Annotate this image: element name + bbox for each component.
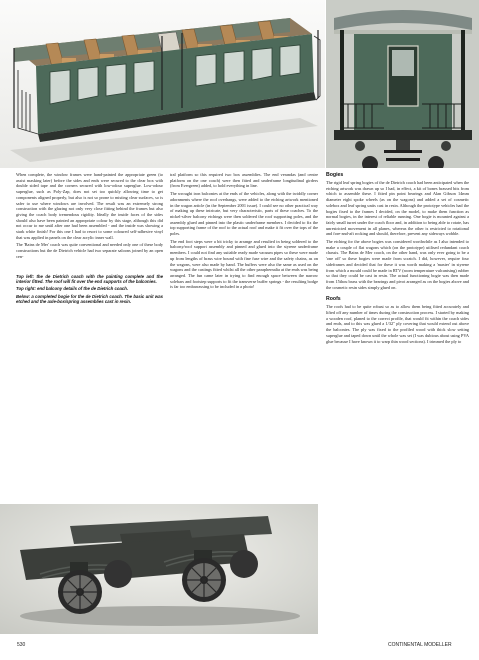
body-paragraph: The 'Bains de Mer' coach was quite conventional and needed only one of these body constructions but the de Dietrich vehicle had two separate saloons joined by an open cen- [16,242,163,259]
balcony-detail-illustration [326,0,479,168]
caption-top-left: Top left: the de Dietrich coach with the painting complete and the interior fitted. The roof will fit over the end supports of the balconies. [16,273,163,284]
photo-bogie [0,504,318,634]
heading-bogies: Bogies [326,172,344,178]
caption-below: Below: a completed bogie for the de Dietrich coach. The basic unit was etched and the axle-box/spring assemblies cast in resin. [16,293,163,305]
body-paragraph: The etching for the above bogies was considered worthwhile as I also intended to make a couple of flat wagons which (on the prototype) utilised redundant coach chassis. The Bains de Mer coach, on the other hand, was only ever going to be a 'one off' so these bogies were made from scratch. I did, however, require four sideframes and decided that for these it was worth making a 'master' in styrene from which a mould could be made in RTV (room temperature vulcanising) rubber so that they could be cast in resin. The actual functioning bogie was then made from 15thou brass with the bearings and pivot arranged as on the bogies above and the cosmetic resin sides simply glued on. [326,239,469,290]
photo-coach-interior [0,0,325,168]
coach-interior-illustration [0,0,325,168]
magazine-title: CONTINENTAL MODELLER [388,642,452,648]
body-paragraph: tral platform so this required two box assemblies. The end verandas (and centre platform on the one coach) were then fitted and underframe longitudinal girders (from Evergreen) added, to hold everything in line. [170,172,318,189]
body-paragraph: The end foot steps were a bit tricky to arrange and resulted in being soldered to the balcony/roof support assembly and pinned and glued into the styrene underframe members. I could not find any suitable ready made vacuum pipes so these were made up from lengths of brass wire bound with fine fuse wire and the safety chains, as on the wagons, were also made by hand. The buffers were also the same as used on the wagons and the castings fitted whilst all the other paraphernalia at the ends was being arranged. The fun came later in trying to find enough space between the narrow solebars and footstep supports to fit the transverse buffer springs - the resulting bodge is far too embarrassing to be included in a photo! [170,238,318,290]
body-paragraph: The roofs had to be quite robust so as to allow them being fitted accurately and lifted off any number of times during the construction process. I started by making a wooden roof, planed to the correct profile, that would fit within the coach sides and ends, and to this was glued a 1/32" ply covering that would extend out above the balconies. The ply was fixed to the profiled wood with thick slow setting superglue and taped down until the whole was set (I was dubious about using PVA glue because I have known it to warp thin wood sections). I trimmed the ply to [326,304,469,344]
body-paragraph: When complete, the window frames were hand-painted the appropriate green (to assist masking later) before the sides and ends were secured to the clear box with double sided tape and the corners secured with low-odour superglue. Low-odour superglue, such as Poly-Zap, does not set too quickly allowing time to get components aligned properly, but also is not so prone to misting clear surfaces, so is safer to use where windows are involved. The result was an extremely strong construction with the glazing not only very close fitting behind the frames but also giving the coach body tremendous rigidity. Ideally the inside faces of the sides should also have been painted an appropriate colour by this stage, although this did not occur to me until after one had been assembled - and the inside was showing a stark white finish! For this one I had to resort to some coloured self-adhesive vinyl that was applied in panels on the clear acrylic inner wall. [16,172,163,240]
page-number: 530 [17,642,26,648]
body-paragraph: The rigid leaf spring bogies of the de Dietrich coach had been anticipated when the etching artwork was drawn up so I had, in effect, a kit of bones brassed bits from which to assemble these. I fitted pin point bearings and Alan Gibson 14mm diameter eight spoke wheels (as on the wagons) and added a set of cosmetic solebox and leaf spring units cast in resin. Although the prototype vehicles had the bogies fixed to the frames I decided, on the model, to make them function as normal bogies, in the interest of reliable running. One bogie is mounted against a fairly small turret under the coach floor and, in addition to being able to rotate, has unrestricted movement in all planes, whereas the other is restricted to rotational and fore-and-aft rocking and should, therefore, prevent any sideways wobble. [326,180,469,237]
body-paragraph: The wrought iron balconies at the ends of the vehicles, along with the twiddly corner adornments where the roof overhangs, were added to the etching artwork mentioned in the wagon article (in the September 2001 issue). I could see no other practical way of making up these intricate, but very characteristic, parts of these coaches. To the nickel-silver balcony etchings were then soldered the roof supporting poles, and the assembly glued and pinned into the plastic underframe members. I decided to fix the top supporting frame of the roof to the actual roof and make it fit over the tops of the poles. [170,191,318,237]
column-1 [16,172,163,307]
column-2 [170,172,318,292]
caption-top-right: Top right: end balcony details of the de Dietrich coach. [16,286,129,292]
heading-roofs: Roofs [326,296,341,303]
photo-balcony-detail [326,0,479,168]
bogie-illustration [0,504,318,634]
column-3 [326,172,469,346]
